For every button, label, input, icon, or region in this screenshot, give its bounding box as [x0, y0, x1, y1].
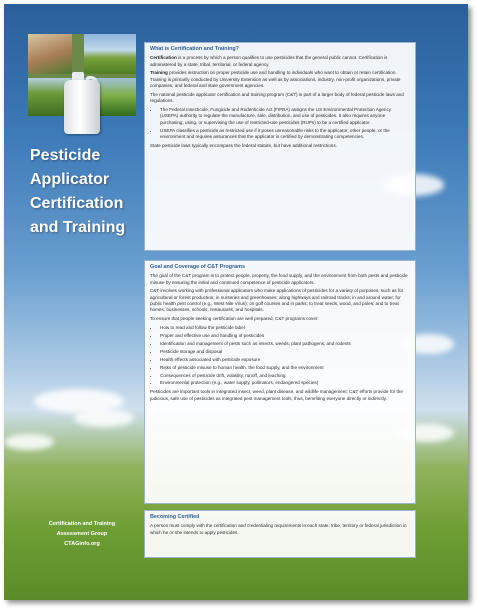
credit-line: Certification and Training — [48, 521, 116, 527]
cloud — [4, 434, 54, 450]
list-item: • Consequences of pesticide drift, volatility, runoff, and leaching — [159, 373, 410, 379]
section-heading: Becoming Certified — [150, 514, 200, 520]
list-item: • The Federal Insecticide, Fungicide and Rodenticide Act (FIFRA) assigns the US Environmental Protection Agency (USEPA) authority to regulate the manufacture, sale, distribution, and use of pesticides. It also requires anyone purchasing, using, or supervising the use of restricted-use pesticides (RUPs) to be a certified applicator. — [159, 107, 410, 126]
paragraph: Pesticides are important tools in integrated insect, weed, plant disease, and wildlife management; C&T efforts provide for the judicious, safe use of pesticides as integrated pest management tools; thus, benefiting everyone directly or indirectly. — [150, 389, 403, 401]
pesticide-jug-icon — [64, 80, 100, 134]
fact-sheet-page — [4, 4, 468, 600]
list-item: • USEPA classifies a pesticide as restricted use if it poses unreasonable risks to the applicator, other people, or the environment and requires assurances that the applicator is certified by demonstrating competencies. — [159, 128, 410, 141]
publisher-credit — [22, 519, 142, 549]
list-item: • Proper and effective use and handling of pesticides — [159, 333, 410, 339]
paragraph — [150, 55, 410, 68]
bullet-list — [159, 325, 410, 387]
paragraph: To ensure that people seeking certification are well prepared, C&T programs cover: — [150, 316, 319, 322]
paragraph — [150, 70, 410, 89]
list-item: • How to read and follow the pesticide label — [159, 325, 410, 331]
house-lawn-photo — [28, 34, 72, 74]
paragraph: State pesticide laws typically encompass the federal statute, but have additional restrictions. — [150, 142, 337, 148]
paragraph-text: provides instruction on proper pesticide use and handling to individuals who want to obtain or retain certification. Training is primarily conducted by University Extension as well as by associations, industry, non-profit organizations, private companies, and federal and state government agencies. — [150, 70, 401, 89]
cover-title-line: Applicator — [30, 171, 110, 188]
crop-field-photo — [84, 34, 136, 74]
list-item: • Pesticide storage and disposal — [159, 349, 410, 355]
paragraph: A person must comply with the certification and credentialing requirements in each state, tribe, territory or federal jurisdiction in which he or she intends to apply pesticides. — [150, 523, 407, 535]
list-item: • Environmental protection (e.g., water supply, pollinators, endangered species) — [159, 380, 410, 386]
cover-title-line: and Training — [30, 219, 126, 236]
cover-title — [30, 144, 140, 240]
section-heading: Goal and Coverage of C&T Programs — [150, 264, 245, 270]
term: Training — [150, 70, 168, 76]
cover-title-line: Pesticide — [30, 147, 101, 164]
cloud — [74, 409, 134, 427]
paragraph-text: is a process by which a person qualifies to use pesticides that the general public cannot. Certification is administered by a state, tribal, territorial, or federal agency. — [150, 55, 388, 67]
paragraph: C&T involves working with professional applicators who make applications of pesticides for a variety of purposes, such as for agricultural or forest production; in nurseries and greenhouses; along highways and railroad tracks; in and around water; for public health pest control (e.g., West Nile Virus); on golf courses and in parks; to treat seeds, wood, and poles; and to treat homes, businesses, schools, restaurants, and hospitals. — [150, 288, 404, 313]
list-item: • Risks of pesticide misuse to human health, the food supply, and the environment — [159, 365, 410, 371]
paragraph: The national pesticide applicator certification and training program (C&T) is part of a larger body of federal pesticide laws and regulations. — [150, 91, 404, 104]
section-goal-and-coverage — [144, 260, 416, 504]
cover-title-line: Certification — [30, 195, 124, 212]
credit-line: Assessment Group — [56, 531, 108, 537]
term: Certification — [150, 55, 177, 61]
section-what-is-certification — [144, 42, 416, 251]
list-item: • Identification and management of pests such as insects, weeds, plant pathogens, and rodents — [159, 341, 410, 347]
bullet-list — [159, 107, 410, 140]
paragraph: The goal of the C&T program is to protect people, property, the food supply, and the environment from both pests and pesticide misuse by ensuring the initial and continued competence of pesticide applicators. — [150, 273, 408, 285]
credit-website: CTAGinfo.org — [64, 541, 100, 547]
list-item: • Health effects associated with pesticide exposure — [159, 357, 410, 363]
cover-photo-collage — [28, 34, 136, 116]
section-heading: What is Certification and Training? — [150, 46, 239, 52]
section-becoming-certified — [144, 510, 416, 558]
